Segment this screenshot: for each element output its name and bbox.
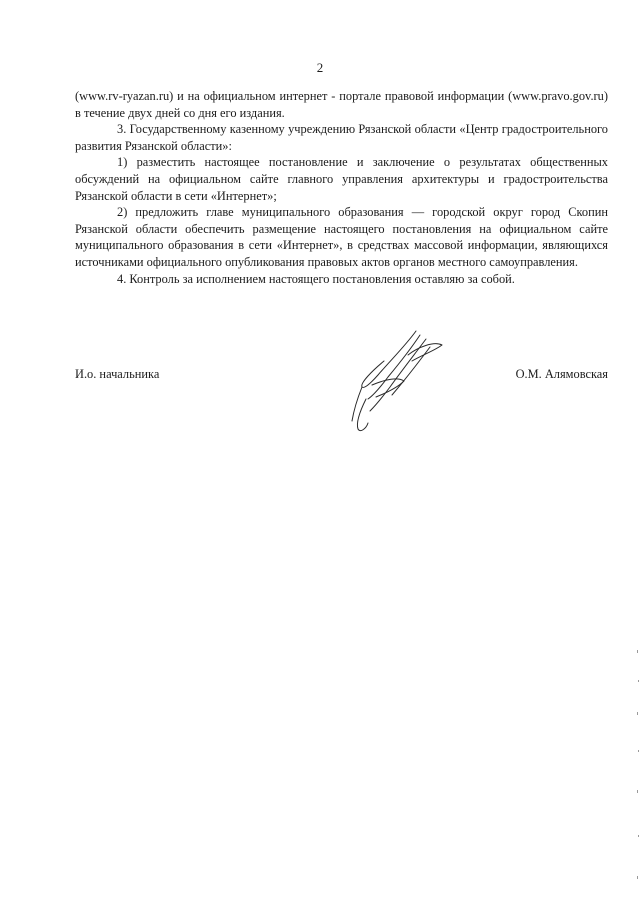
signatory-title: И.о. начальника [75,367,160,381]
page-number: 2 [316,60,324,75]
paragraph-publication-continued: (www.rv-ryazan.ru) и на официальном интернет - портале правовой информации (www.pravo.gov.ru) в течение двух дней со дня его издания. [75,89,608,120]
paragraph-item-3: 3. Государственному казенному учреждению Рязанской области «Центр градостроительного развития Рязанской области»: [75,122,608,153]
signatory-name: О.М. Алямовская [515,367,608,381]
handwritten-signature [338,325,458,440]
scan-edge-marks [634,640,640,900]
paragraph-subitem-1: 1) разместить настоящее постановление и заключение о результатах общественных обсуждений на официальном сайте главного управления архитектуры и градостроительства Рязанской области в сети «Интернет»; [75,155,608,203]
paragraph-subitem-2: 2) предложить главе муниципального образования — городской округ город Скопин Рязанской области обеспечить размещение настоящего постановления на официальном сайте муниципального образования в сети «Интернет», в средствах массовой информации, являющихся источниками официального опубликования правовых актов органов местного самоуправления. [75,205,608,269]
document-body [75,88,608,287]
paragraph-item-4: 4. Контроль за исполнением настоящего постановления оставляю за собой. [117,271,515,286]
